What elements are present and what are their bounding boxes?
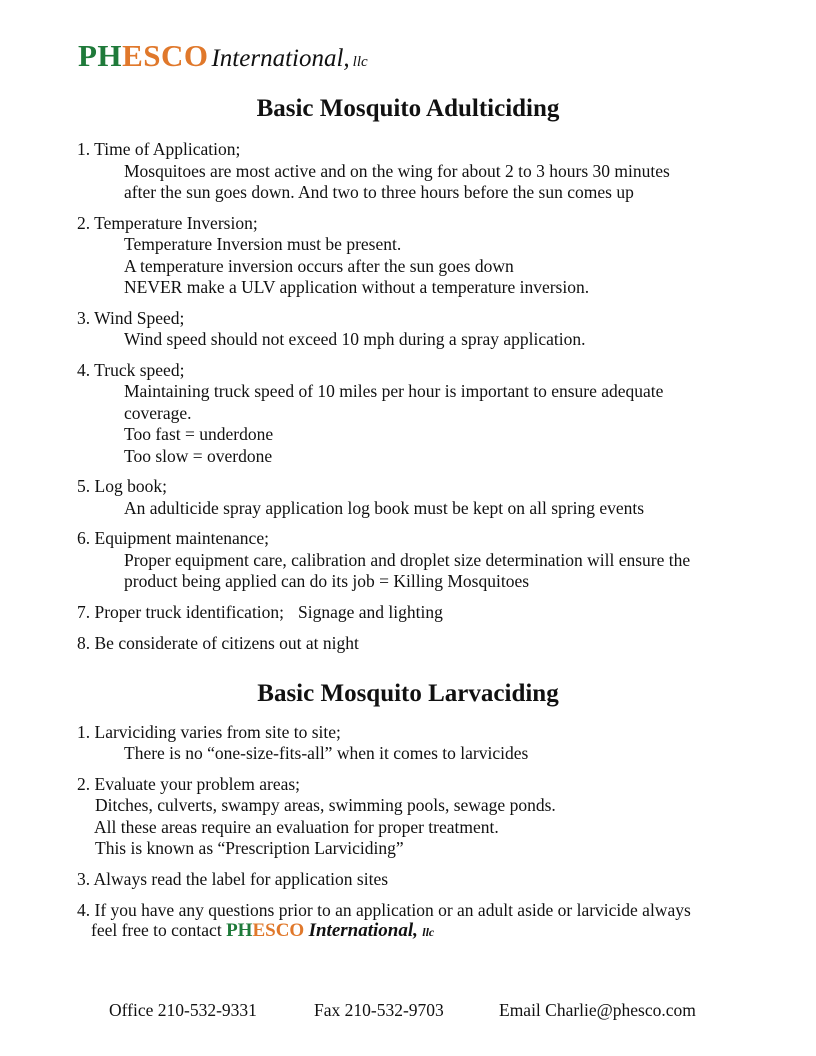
larviciding-title: Basic Mosquito Larvaciding (257, 680, 559, 707)
larva-item-1-label: 1. Larviciding varies from site to site; (77, 722, 341, 742)
adult-item-6-line-1: Proper equipment care, calibration and droplet size determination will ensure the (124, 550, 691, 570)
adult-item-7-label: 7. Proper truck identification; (77, 602, 285, 622)
adult-item-7-inline: Signage and lighting (298, 602, 443, 622)
footer-email: Email Charlie@phesco.com (499, 1000, 696, 1020)
company-logo (78, 38, 368, 74)
adult-item-6-label: 6. Equipment maintenance; (77, 528, 269, 548)
adult-item-2-line-2: A temperature inversion occurs after the sun goes down (124, 256, 514, 276)
footer-office: Office 210-532-9331 (109, 1000, 257, 1020)
adult-item-7 (77, 602, 443, 623)
larva-item-2-line-3: This is known as “Prescription Larviciding” (95, 838, 404, 858)
footer-fax: Fax 210-532-9703 (314, 1000, 444, 1020)
inline-logo-international: International, (308, 920, 418, 941)
adult-item-5-label: 5. Log book; (77, 476, 167, 496)
larva-item-3-label: 3. Always read the label for application sites (77, 869, 389, 889)
larva-item-4-label: 4. If you have any questions prior to an application or an adult aside or larvicide always (77, 900, 691, 920)
larva-item-2-line-1: Ditches, culverts, swampy areas, swimming pools, sewage ponds. (95, 795, 556, 815)
adult-item-4-line-3: Too fast = underdone (124, 424, 274, 444)
inline-company-logo (226, 920, 434, 940)
adult-item-3-line-1: Wind speed should not exceed 10 mph during a spray application. (124, 329, 586, 349)
larva-item-2-line-2: All these areas require an evaluation for proper treatment. (94, 817, 499, 837)
adult-item-8-label: 8. Be considerate of citizens out at night (77, 633, 359, 653)
adult-item-6-line-2: product being applied can do its job = Killing Mosquitoes (124, 571, 530, 591)
adult-item-1-line-2: after the sun goes down. And two to three hours before the sun comes up (124, 182, 634, 202)
inline-logo-esco: ESCO (252, 920, 305, 941)
contact-prefix: feel free to contact (91, 920, 222, 940)
inline-logo-ph: PH (226, 920, 253, 941)
logo-llc: llc (352, 54, 368, 70)
adult-item-4-line-1: Maintaining truck speed of 10 miles per hour is important to ensure adequate (124, 381, 664, 401)
larva-item-4-contact (91, 920, 434, 942)
inline-logo-llc: llc (422, 925, 435, 939)
logo-esco: ESCO (122, 38, 209, 73)
adult-item-2-line-1: Temperature Inversion must be present. (124, 234, 402, 254)
adult-item-4-line-4: Too slow = overdone (124, 446, 273, 466)
adult-item-4-label: 4. Truck speed; (77, 360, 185, 380)
logo-international: International, (211, 45, 350, 72)
larva-item-2-label: 2. Evaluate your problem areas; (77, 774, 301, 794)
adult-item-1-line-1: Mosquitoes are most active and on the wing for about 2 to 3 hours 30 minutes (124, 161, 670, 181)
adult-item-1-label: 1. Time of Application; (77, 139, 241, 159)
adult-item-4-line-2: coverage. (124, 403, 192, 423)
larva-item-1-line-1: There is no “one-size-fits-all” when it comes to larvicides (124, 743, 529, 763)
logo-ph: PH (78, 38, 123, 73)
adult-item-3-label: 3. Wind Speed; (77, 308, 185, 328)
adult-item-5-line-1: An adulticide spray application log book must be kept on all spring events (124, 498, 645, 518)
adult-item-2-label: 2. Temperature Inversion; (77, 213, 258, 233)
adult-item-2-line-3: NEVER make a ULV application without a temperature inversion. (124, 277, 590, 297)
adulticiding-title: Basic Mosquito Adulticiding (256, 95, 560, 122)
